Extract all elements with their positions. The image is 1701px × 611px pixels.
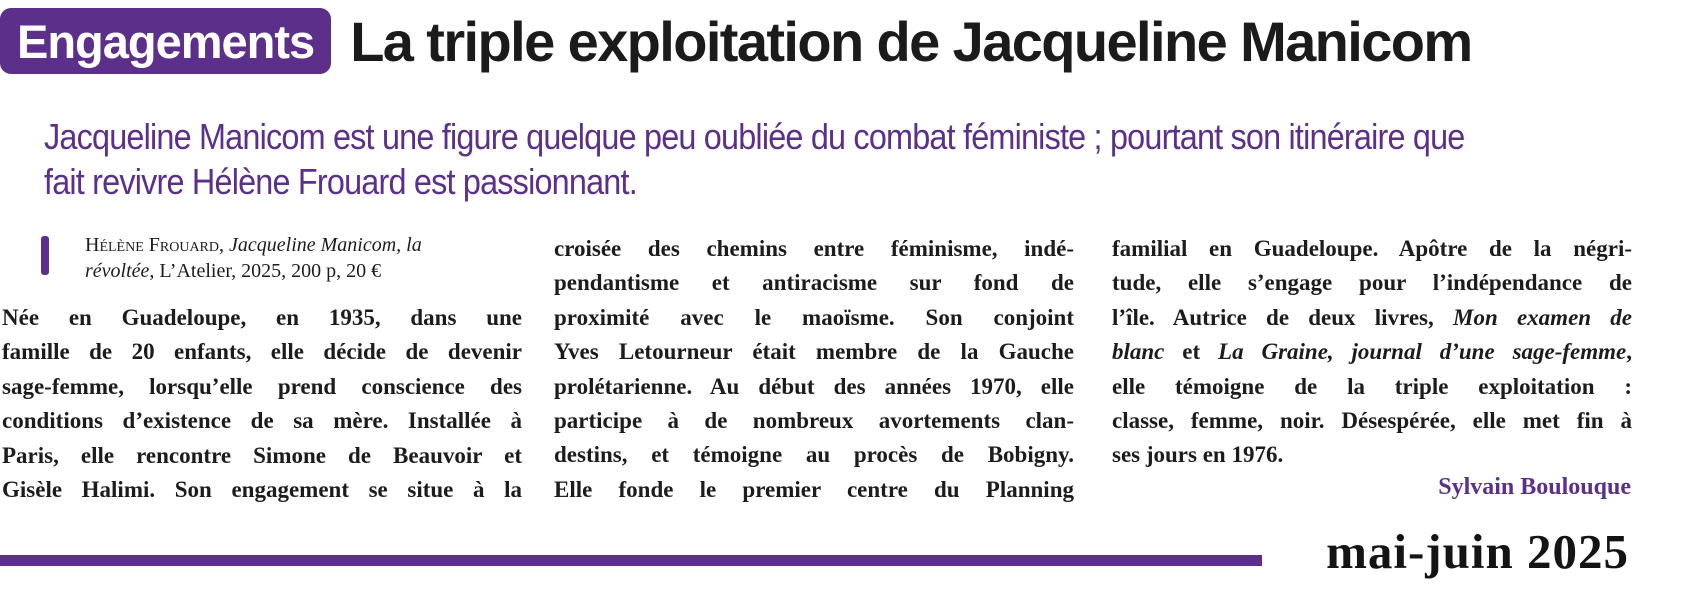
author-signature: Sylvain Boulouque xyxy=(1438,474,1631,500)
book-title-part-2: révoltée xyxy=(85,260,150,282)
text-line: proximité avec le maoïsme. Son conjoint xyxy=(554,304,1074,330)
book-author: Hélène Frouard xyxy=(85,234,220,256)
rubric-badge: Engagements xyxy=(0,8,331,74)
text-line: classe, femme, noir. Désespérée, elle met fin à xyxy=(1112,408,1632,434)
text-line: Née en Guadeloupe, en 1935, dans une xyxy=(2,305,522,330)
text-line: famille de 20 enfants, elle décide de devenir xyxy=(2,339,522,365)
text-line: participe à de nombreux avortements clan- xyxy=(554,408,1074,434)
article-column-3 xyxy=(1112,232,1632,473)
book-title-italic: La Graine, journal d’une sage-femme xyxy=(1218,339,1627,365)
article-column-2 xyxy=(554,232,1074,507)
book-reference-marker xyxy=(41,236,49,275)
text-segment: et xyxy=(1164,339,1219,365)
text-line: ses jours en 1976. xyxy=(1112,442,1284,468)
text-line xyxy=(1112,335,1632,369)
text-line: Yves Letourneur était membre de la Gauche xyxy=(554,339,1074,365)
lead-line-1: Jacqueline Manicom est une figure quelque peu oubliée du combat féministe ; pourtant son itinéraire que xyxy=(44,116,1465,157)
text-segment: , xyxy=(1626,339,1632,365)
text-line: conditions d’existence de sa mère. Installée à xyxy=(2,408,522,434)
book-reference: Hélène Frouard, Jacqueline Manicom, la révoltée, L’Atelier, 2025, 200 p, 20 € xyxy=(85,234,422,282)
book-publisher-info: , L’Atelier, 2025, 200 p, 20 € xyxy=(149,260,382,282)
text-line xyxy=(1112,301,1632,335)
article-title: La triple exploitation de Jacqueline Manicom xyxy=(350,9,1472,73)
text-line: pendantisme et antiracisme sur fond de xyxy=(554,270,1074,296)
article-lead xyxy=(44,114,1484,204)
text-line: Elle fonde le premier centre du Planning xyxy=(554,476,1074,502)
text-line: elle témoigne de la triple exploitation : xyxy=(1112,373,1632,399)
issue-date: mai-juin 2025 xyxy=(1326,524,1629,579)
text-line: croisée des chemins entre féminisme, indé- xyxy=(554,236,1074,261)
text-segment: l’île. Autrice de deux livres, xyxy=(1112,304,1453,330)
text-line: destins, et témoigne au procès de Bobigny. xyxy=(554,442,1074,468)
book-title-italic: Mon examen de xyxy=(1453,304,1632,330)
text-line: Paris, elle rencontre Simone de Beauvoir et xyxy=(2,442,522,468)
text-line: sage-femme, lorsqu’elle prend conscience des xyxy=(2,373,522,399)
article-column-1 xyxy=(2,301,522,507)
text-line: Gisèle Halimi. Son engagement se situe à la xyxy=(2,477,522,503)
book-title-italic: blanc xyxy=(1112,339,1165,365)
text-line: tude, elle s’engage pour l’indépendance de xyxy=(1112,270,1632,296)
lead-line-2: fait revivre Hélène Frouard est passionnant. xyxy=(44,161,637,202)
book-title-part-1: Jacqueline Manicom, la xyxy=(229,234,422,256)
text-line: prolétarienne. Au début des années 1970, elle xyxy=(554,373,1074,399)
article-header xyxy=(0,8,1472,74)
footer-rule xyxy=(0,555,1262,566)
text-line: familial en Guadeloupe. Apôtre de la négri- xyxy=(1112,236,1632,261)
